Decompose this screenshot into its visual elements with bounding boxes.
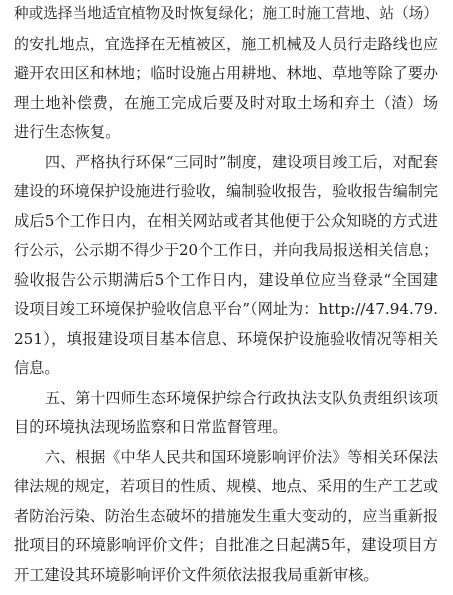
- text-line: 避开农田区和林地；临时设施占用耕地、林地、草地等除了要办: [14, 64, 438, 82]
- text-line: 理土地补偿费，在施工完成后要及时对取土场和弃土（渣）场: [14, 93, 438, 112]
- text-line: 验收报告公示期满后5个工作日内，建设单位应当登录“全国建: [14, 270, 438, 289]
- text-line: 种或选择当地适宜植物及时恢复绿化；施工时施工营地、站（场）: [14, 5, 438, 22]
- text-line: 四、严格执行环保“三同时”制度，建设项目竣工后，对配套: [45, 152, 438, 171]
- text-line: 进行生态恢复。: [14, 123, 121, 141]
- text-line: 开工建设其环境影响评价文件须依法报我局重新审核。: [14, 565, 379, 584]
- text-line: 五、第十四师生态环境保护综合行政执法支队负责组织该项: [45, 388, 438, 407]
- text-line: 目的环境执法现场监察和日常监督管理。: [14, 418, 288, 436]
- text-line: 者防治污染、防治生态破坏的措施发生重大变动的，应当重新报: [14, 506, 438, 525]
- text-line: 成后5个工作日内，在相关网站或者其他便于公众知晓的方式进: [14, 211, 438, 230]
- text-line: 251），填报建设项目基本信息、环境保护设施验收情况等相关: [14, 329, 438, 348]
- text-line: 行公示，公示期不得少于20个工作日，并向我局报送相关信息；: [14, 241, 438, 259]
- text-line: 建设的环境保护设施进行验收，编制验收报告，验收报告编制完: [14, 182, 438, 200]
- text-line: 批项目的环境影响评价文件；自批准之日起满5年，建设项目方: [14, 536, 438, 554]
- text-line: 六、根据《中华人民共和国环境影响评价法》等相关环保法: [45, 447, 438, 466]
- text-line: 设项目竣工环境保护验收信息平台”（网址为：http://47.94.79.: [14, 300, 438, 318]
- text-line: 的安扎地点，宜选择在无植被区，施工机械及人员行走路线也应: [14, 34, 438, 53]
- text-line: 信息。: [14, 359, 60, 377]
- text-line: 律法规的规定，若项目的性质、规模、地点、采用的生产工艺或: [14, 477, 438, 495]
